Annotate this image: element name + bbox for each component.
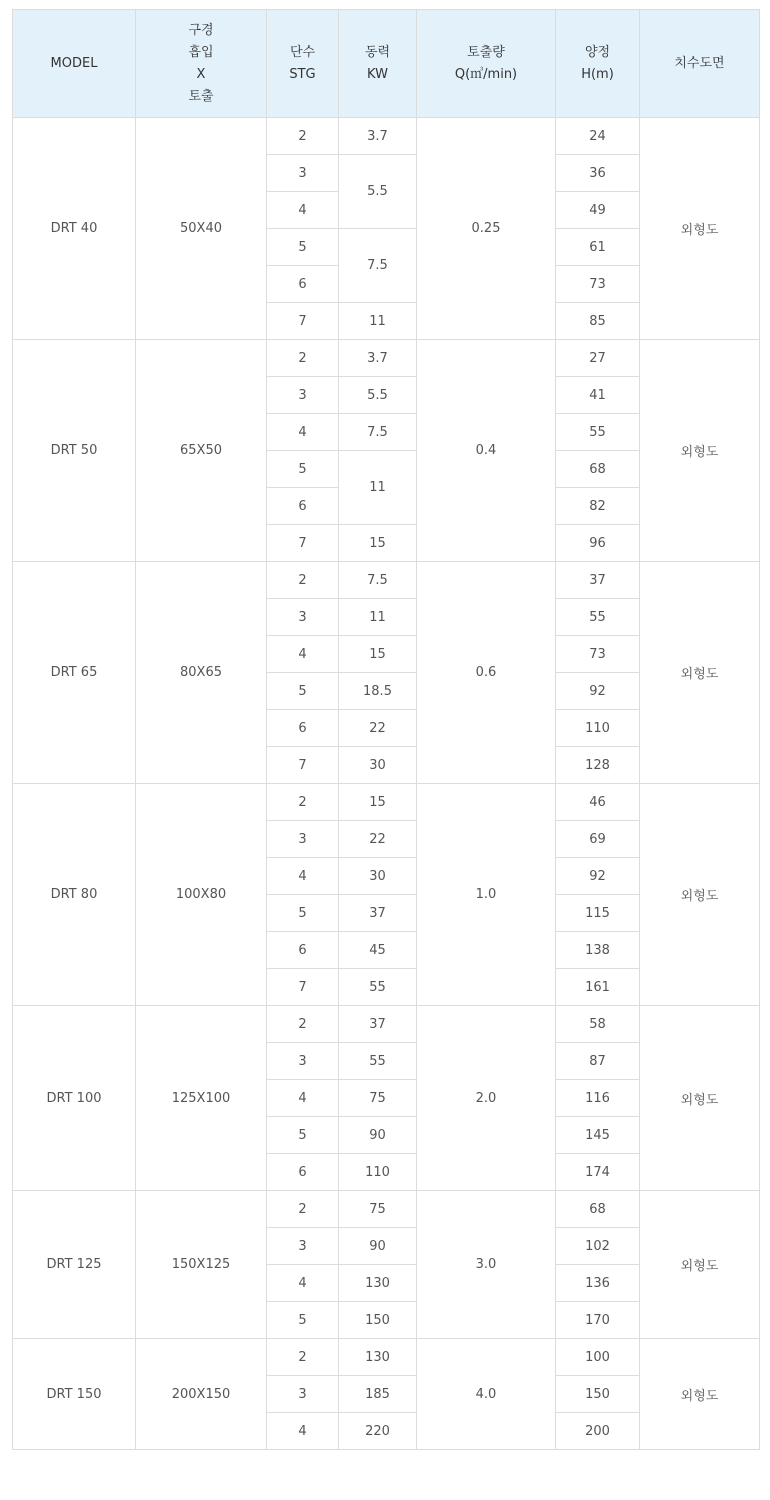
header-bore-line: 토출 <box>188 88 214 104</box>
power-cell: 11 <box>339 451 417 525</box>
model-cell: DRT 65 <box>13 562 136 784</box>
stage-cell: 2 <box>267 1006 339 1043</box>
header-flow-line: 토출량 <box>467 44 505 60</box>
stage-cell: 6 <box>267 932 339 969</box>
stage-cell: 3 <box>267 155 339 192</box>
head-cell: 55 <box>556 414 640 451</box>
bore-cell: 125X100 <box>136 1006 267 1191</box>
stage-cell: 4 <box>267 636 339 673</box>
stage-cell: 5 <box>267 673 339 710</box>
head-cell: 92 <box>556 858 640 895</box>
power-cell: 130 <box>339 1339 417 1376</box>
stage-cell: 5 <box>267 1117 339 1154</box>
model-cell: DRT 80 <box>13 784 136 1006</box>
head-cell: 49 <box>556 192 640 229</box>
header-power <box>339 10 417 118</box>
power-cell: 22 <box>339 821 417 858</box>
stage-cell: 7 <box>267 747 339 784</box>
stage-cell: 5 <box>267 451 339 488</box>
stage-cell: 4 <box>267 858 339 895</box>
power-cell: 150 <box>339 1302 417 1339</box>
stage-cell: 2 <box>267 1191 339 1228</box>
stage-cell: 2 <box>267 340 339 377</box>
head-cell: 41 <box>556 377 640 414</box>
power-cell: 7.5 <box>339 562 417 599</box>
power-cell: 11 <box>339 303 417 340</box>
stage-cell: 7 <box>267 969 339 1006</box>
head-cell: 55 <box>556 599 640 636</box>
power-cell: 30 <box>339 858 417 895</box>
header-head-line: 양정 <box>584 44 611 60</box>
power-cell: 30 <box>339 747 417 784</box>
drawing-link[interactable]: 외형도 <box>640 1339 760 1450</box>
stage-cell: 6 <box>267 266 339 303</box>
stage-cell: 5 <box>267 895 339 932</box>
stage-cell: 5 <box>267 229 339 266</box>
table-row <box>13 784 760 821</box>
power-cell: 15 <box>339 525 417 562</box>
head-cell: 24 <box>556 118 640 155</box>
header-row <box>13 10 760 118</box>
power-cell: 110 <box>339 1154 417 1191</box>
flow-cell: 3.0 <box>417 1191 556 1339</box>
bore-cell: 80X65 <box>136 562 267 784</box>
power-cell: 15 <box>339 636 417 673</box>
power-cell: 185 <box>339 1376 417 1413</box>
head-cell: 46 <box>556 784 640 821</box>
drawing-link[interactable]: 외형도 <box>640 1006 760 1191</box>
stage-cell: 3 <box>267 1043 339 1080</box>
model-cell: DRT 50 <box>13 340 136 562</box>
stage-cell: 3 <box>267 377 339 414</box>
table-row <box>13 1006 760 1043</box>
head-cell: 200 <box>556 1413 640 1450</box>
head-cell: 145 <box>556 1117 640 1154</box>
table-body <box>13 118 760 1450</box>
stage-cell: 4 <box>267 1413 339 1450</box>
drawing-link[interactable]: 외형도 <box>640 1191 760 1339</box>
stage-cell: 3 <box>267 1376 339 1413</box>
header-stages-line: STG <box>289 66 316 82</box>
head-cell: 96 <box>556 525 640 562</box>
flow-cell: 0.6 <box>417 562 556 784</box>
stage-cell: 2 <box>267 118 339 155</box>
stage-cell: 4 <box>267 1265 339 1302</box>
pump-spec-table <box>12 9 760 1450</box>
header-drawing-line: 치수도면 <box>674 55 725 71</box>
stage-cell: 4 <box>267 414 339 451</box>
power-cell: 7.5 <box>339 229 417 303</box>
power-cell: 45 <box>339 932 417 969</box>
power-cell: 55 <box>339 969 417 1006</box>
power-cell: 75 <box>339 1080 417 1117</box>
power-cell: 3.7 <box>339 118 417 155</box>
stage-cell: 4 <box>267 192 339 229</box>
model-cell: DRT 40 <box>13 118 136 340</box>
head-cell: 87 <box>556 1043 640 1080</box>
power-cell: 90 <box>339 1228 417 1265</box>
power-cell: 37 <box>339 1006 417 1043</box>
stage-cell: 7 <box>267 303 339 340</box>
header-bore <box>136 10 267 118</box>
table-row <box>13 1339 760 1376</box>
stage-cell: 2 <box>267 562 339 599</box>
table-row <box>13 1191 760 1228</box>
bore-cell: 200X150 <box>136 1339 267 1450</box>
header-model <box>13 10 136 118</box>
header-power-line: 동력 <box>364 44 391 60</box>
head-cell: 136 <box>556 1265 640 1302</box>
drawing-link[interactable]: 외형도 <box>640 784 760 1006</box>
power-cell: 75 <box>339 1191 417 1228</box>
stage-cell: 2 <box>267 1339 339 1376</box>
head-cell: 68 <box>556 451 640 488</box>
stage-cell: 6 <box>267 1154 339 1191</box>
power-cell: 37 <box>339 895 417 932</box>
stage-cell: 3 <box>267 821 339 858</box>
header-bore-line: 흡입 <box>188 44 214 60</box>
flow-cell: 4.0 <box>417 1339 556 1450</box>
power-cell: 22 <box>339 710 417 747</box>
power-cell: 5.5 <box>339 155 417 229</box>
power-cell: 220 <box>339 1413 417 1450</box>
head-cell: 68 <box>556 1191 640 1228</box>
head-cell: 92 <box>556 673 640 710</box>
stage-cell: 3 <box>267 1228 339 1265</box>
flow-cell: 0.25 <box>417 118 556 340</box>
stage-cell: 5 <box>267 1302 339 1339</box>
table-header <box>13 10 760 118</box>
stage-cell: 6 <box>267 710 339 747</box>
model-cell: DRT 125 <box>13 1191 136 1339</box>
head-cell: 170 <box>556 1302 640 1339</box>
header-stages <box>267 10 339 118</box>
bore-cell: 150X125 <box>136 1191 267 1339</box>
head-cell: 36 <box>556 155 640 192</box>
drawing-link[interactable]: 외형도 <box>640 562 760 784</box>
model-cell: DRT 100 <box>13 1006 136 1191</box>
flow-cell: 2.0 <box>417 1006 556 1191</box>
stage-cell: 6 <box>267 488 339 525</box>
stage-cell: 3 <box>267 599 339 636</box>
head-cell: 150 <box>556 1376 640 1413</box>
header-flow-line: Q(㎥/min) <box>454 66 518 82</box>
table-row <box>13 562 760 599</box>
drawing-link[interactable]: 외형도 <box>640 118 760 340</box>
table-row <box>13 340 760 377</box>
head-cell: 115 <box>556 895 640 932</box>
head-cell: 73 <box>556 636 640 673</box>
head-cell: 73 <box>556 266 640 303</box>
header-drawing <box>640 10 760 118</box>
flow-cell: 1.0 <box>417 784 556 1006</box>
head-cell: 58 <box>556 1006 640 1043</box>
header-head-line: H(m) <box>581 66 614 82</box>
power-cell: 18.5 <box>339 673 417 710</box>
stage-cell: 7 <box>267 525 339 562</box>
head-cell: 161 <box>556 969 640 1006</box>
head-cell: 37 <box>556 562 640 599</box>
table-row <box>13 118 760 155</box>
header-flow <box>417 10 556 118</box>
bore-cell: 100X80 <box>136 784 267 1006</box>
header-power-line: KW <box>367 66 388 82</box>
header-stages-line: 단수 <box>289 44 316 60</box>
head-cell: 128 <box>556 747 640 784</box>
power-cell: 7.5 <box>339 414 417 451</box>
head-cell: 100 <box>556 1339 640 1376</box>
power-cell: 55 <box>339 1043 417 1080</box>
power-cell: 15 <box>339 784 417 821</box>
head-cell: 138 <box>556 932 640 969</box>
model-cell: DRT 150 <box>13 1339 136 1450</box>
header-bore-line: 구경 <box>188 22 214 38</box>
head-cell: 82 <box>556 488 640 525</box>
flow-cell: 0.4 <box>417 340 556 562</box>
header-head <box>556 10 640 118</box>
head-cell: 102 <box>556 1228 640 1265</box>
head-cell: 174 <box>556 1154 640 1191</box>
power-cell: 90 <box>339 1117 417 1154</box>
drawing-link[interactable]: 외형도 <box>640 340 760 562</box>
head-cell: 69 <box>556 821 640 858</box>
header-bore-line: X <box>196 66 206 82</box>
head-cell: 61 <box>556 229 640 266</box>
head-cell: 27 <box>556 340 640 377</box>
header-model-line: MODEL <box>50 55 98 71</box>
power-cell: 11 <box>339 599 417 636</box>
stage-cell: 2 <box>267 784 339 821</box>
head-cell: 116 <box>556 1080 640 1117</box>
bore-cell: 65X50 <box>136 340 267 562</box>
stage-cell: 4 <box>267 1080 339 1117</box>
bore-cell: 50X40 <box>136 118 267 340</box>
head-cell: 110 <box>556 710 640 747</box>
power-cell: 5.5 <box>339 377 417 414</box>
power-cell: 3.7 <box>339 340 417 377</box>
head-cell: 85 <box>556 303 640 340</box>
power-cell: 130 <box>339 1265 417 1302</box>
